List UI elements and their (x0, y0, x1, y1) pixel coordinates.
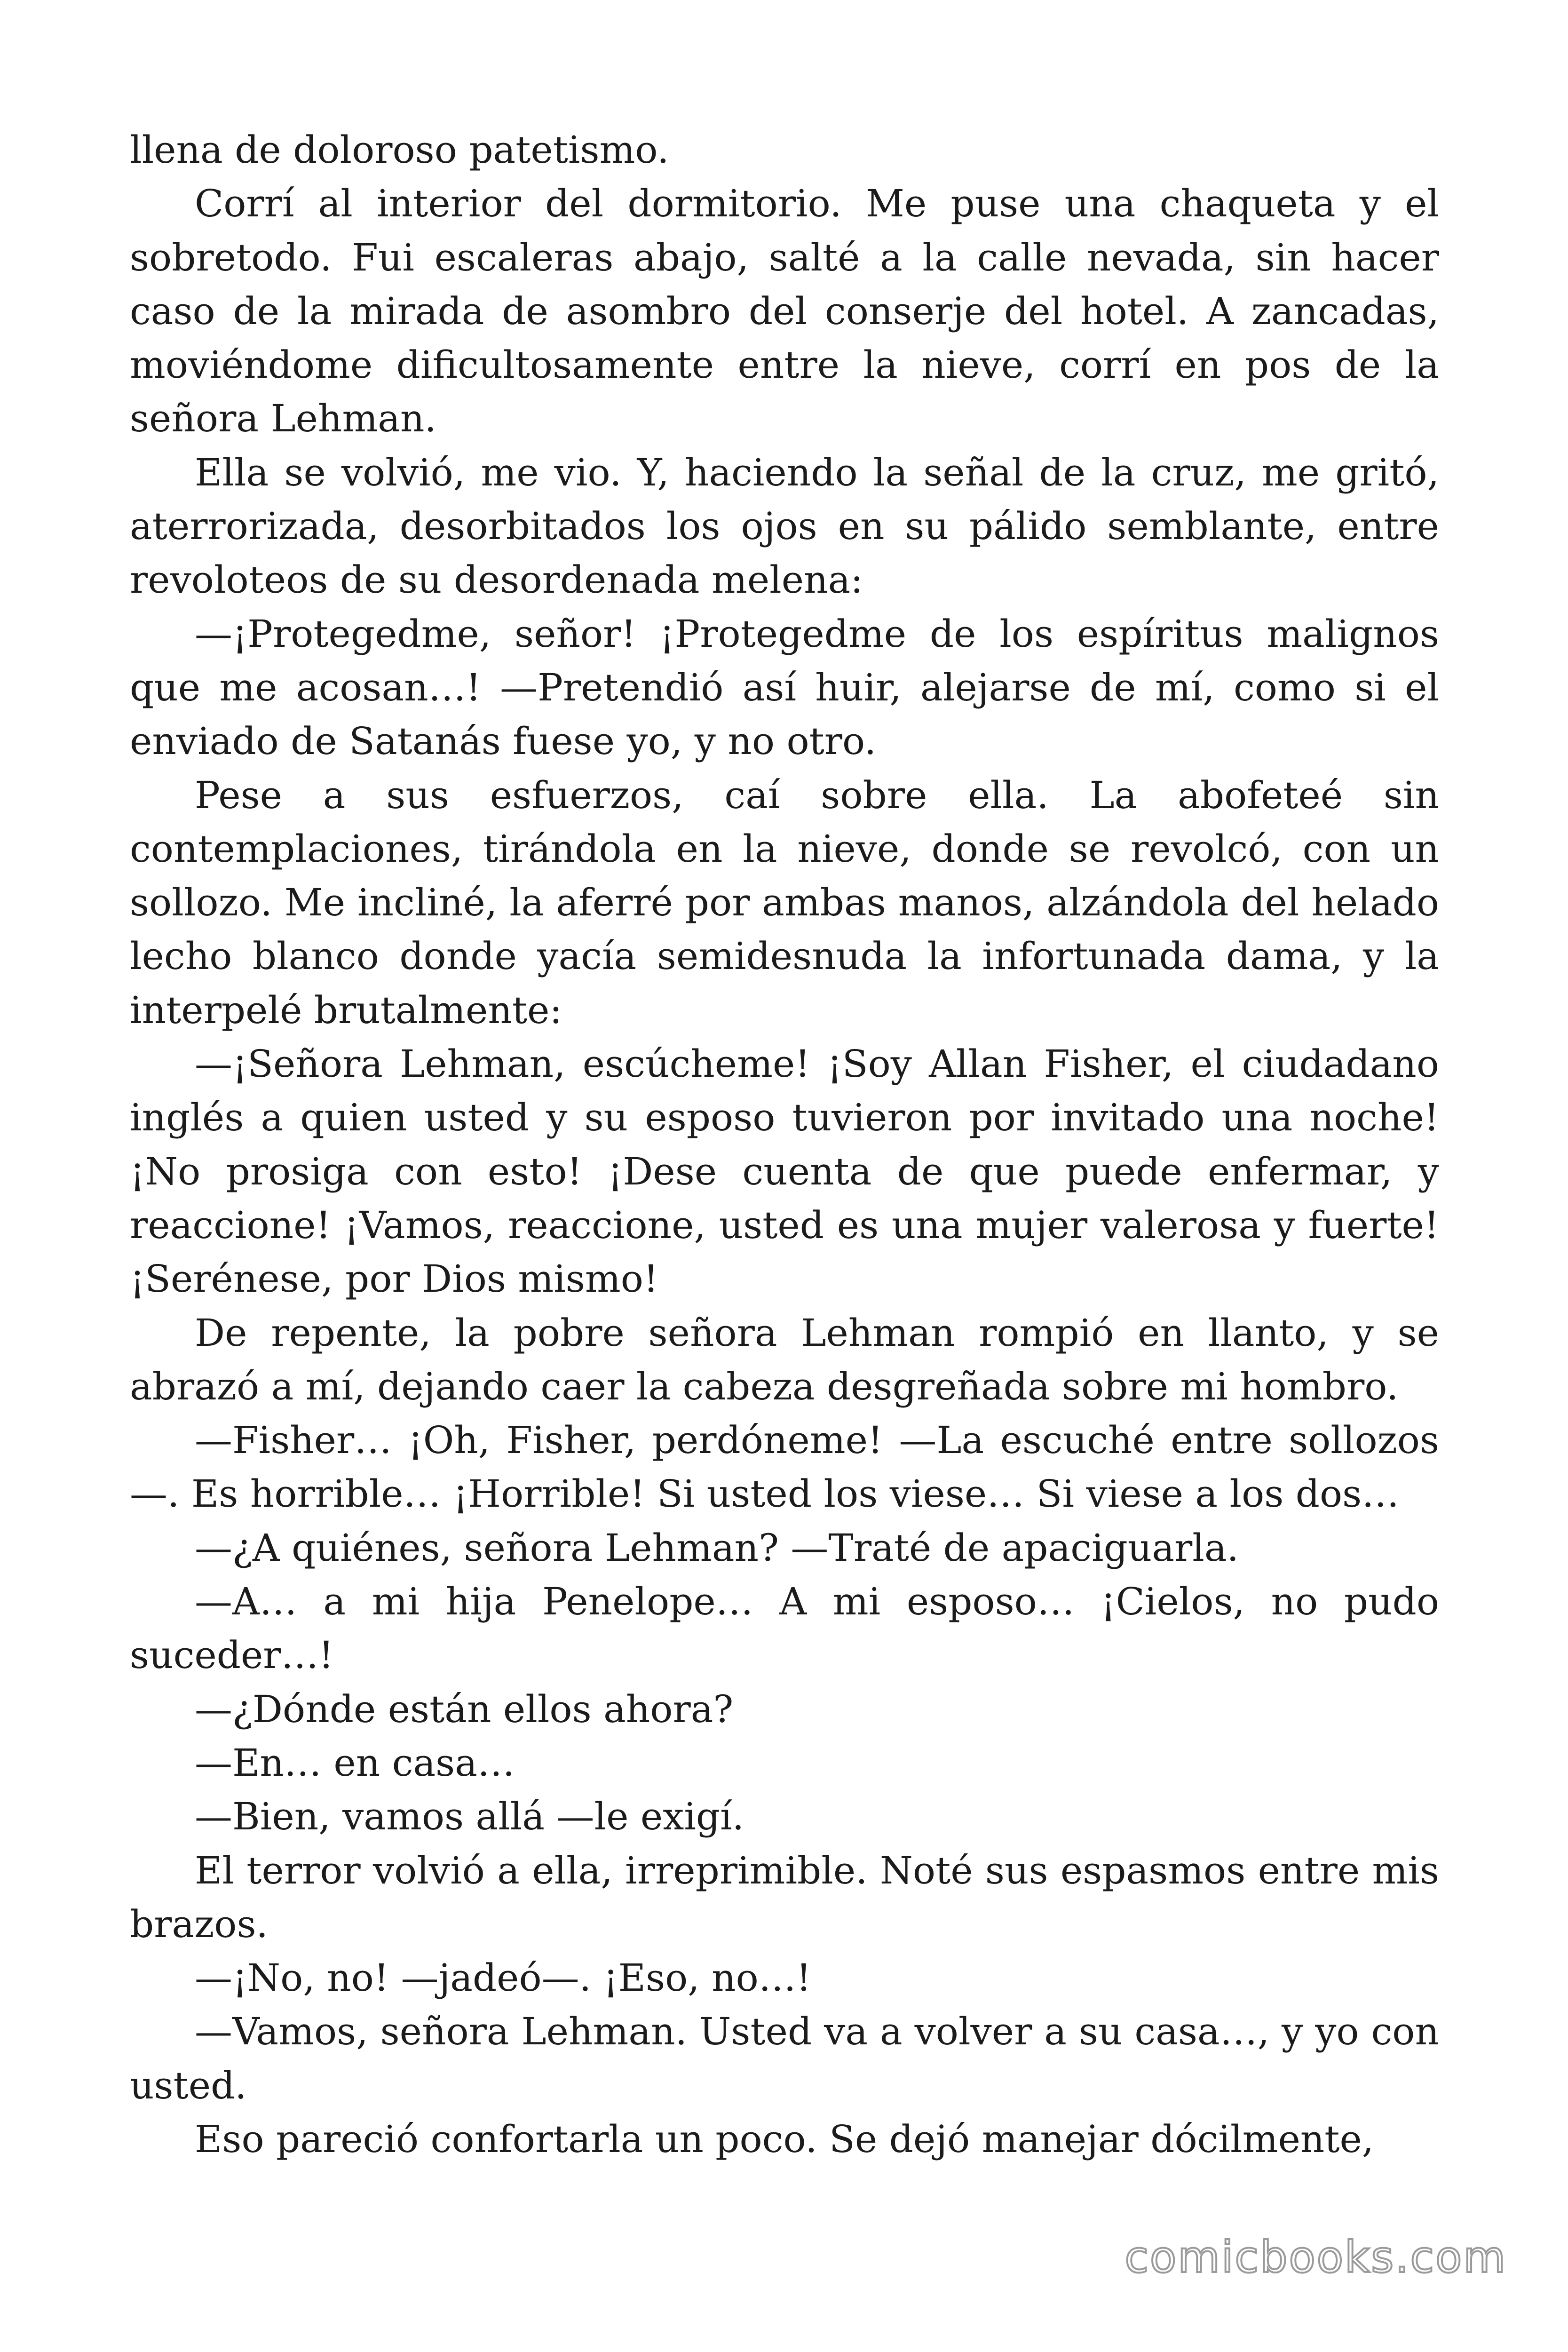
paragraph: —¡No, no! —jadeó—. ¡Eso, no…! (195, 1956, 811, 2000)
paragraph: Ella se volvió, me vio. Y, haciendo la señal de la cruz, me gritó, aterrorizada, desorbitados los ojos en su pálido semblante, entre revoloteos de su desordenada melena: (130, 450, 1439, 602)
paragraph: —¡Protegedme, señor! ¡Protegedme de los espíritus malignos que me acosan…! —Pretendió así huir, alejarse de mí, como si el enviado de Satanás fuese yo, y no otro. (130, 612, 1439, 763)
paragraph: llena de doloroso patetismo. (130, 128, 669, 172)
paragraph: —En… en casa… (195, 1740, 515, 1785)
paragraph: De repente, la pobre señora Lehman rompió en llanto, y se abrazó a mí, dejando caer la cabeza desgreñada sobre mi hombro. (130, 1311, 1439, 1408)
paragraph: —Vamos, señora Lehman. Usted va a volver a su casa…, y yo con usted. (130, 2010, 1439, 2107)
paragraph: —¿Dónde están ellos ahora? (195, 1687, 734, 1731)
paragraph: —¡Señora Lehman, escúcheme! ¡Soy Allan Fisher, el ciudadano inglés a quien usted y su esposo tuvieron por invitado una noche! ¡No prosiga con esto! ¡Dese cuenta de que puede enfermar, y reaccione! ¡Vamos, reaccione, usted es una mujer valerosa y fuerte! ¡Serénese, por Dios mismo! (130, 1042, 1439, 1301)
watermark-logo: comicbooks.com (1125, 2232, 1507, 2282)
paragraph: Pese a sus esfuerzos, caí sobre ella. La abofeteé sin contemplaciones, tirándola en la nieve, donde se revolcó, con un sollozo. Me incliné, la aferré por ambas manos, alzándola del helado lecho blanco donde yacía semidesnuda la infortunada dama, y la interpelé brutalmente: (130, 773, 1439, 1032)
paragraph: Corrí al interior del dormitorio. Me puse una chaqueta y el sobretodo. Fui escaleras abajo, salté a la calle nevada, sin hacer caso de la mirada de asombro del conserje del hotel. A zancadas, moviéndome dificultosamente entre la nieve, corrí en pos de la señora Lehman. (130, 182, 1439, 441)
paragraph: —Bien, vamos allá —le exigí. (195, 1795, 744, 1839)
paragraph: —Fisher… ¡Oh, Fisher, perdóneme! —La escuché entre sollozos —. Es horrible… ¡Horrible! Si usted los viese… Si viese a los dos… (130, 1418, 1439, 1516)
paragraph: Eso pareció confortarla un poco. Se dejó manejar dócilmente, (195, 2117, 1374, 2161)
paragraph: El terror volvió a ella, irreprimible. Noté sus espasmos entre mis brazos. (130, 1848, 1439, 1946)
paragraph: —¿A quiénes, señora Lehman? —Traté de apaciguarla. (195, 1526, 1239, 1570)
body-text (130, 123, 1439, 2166)
paragraph: —A… a mi hija Penelope… A mi esposo… ¡Cielos, no pudo suceder…! (130, 1580, 1439, 1677)
